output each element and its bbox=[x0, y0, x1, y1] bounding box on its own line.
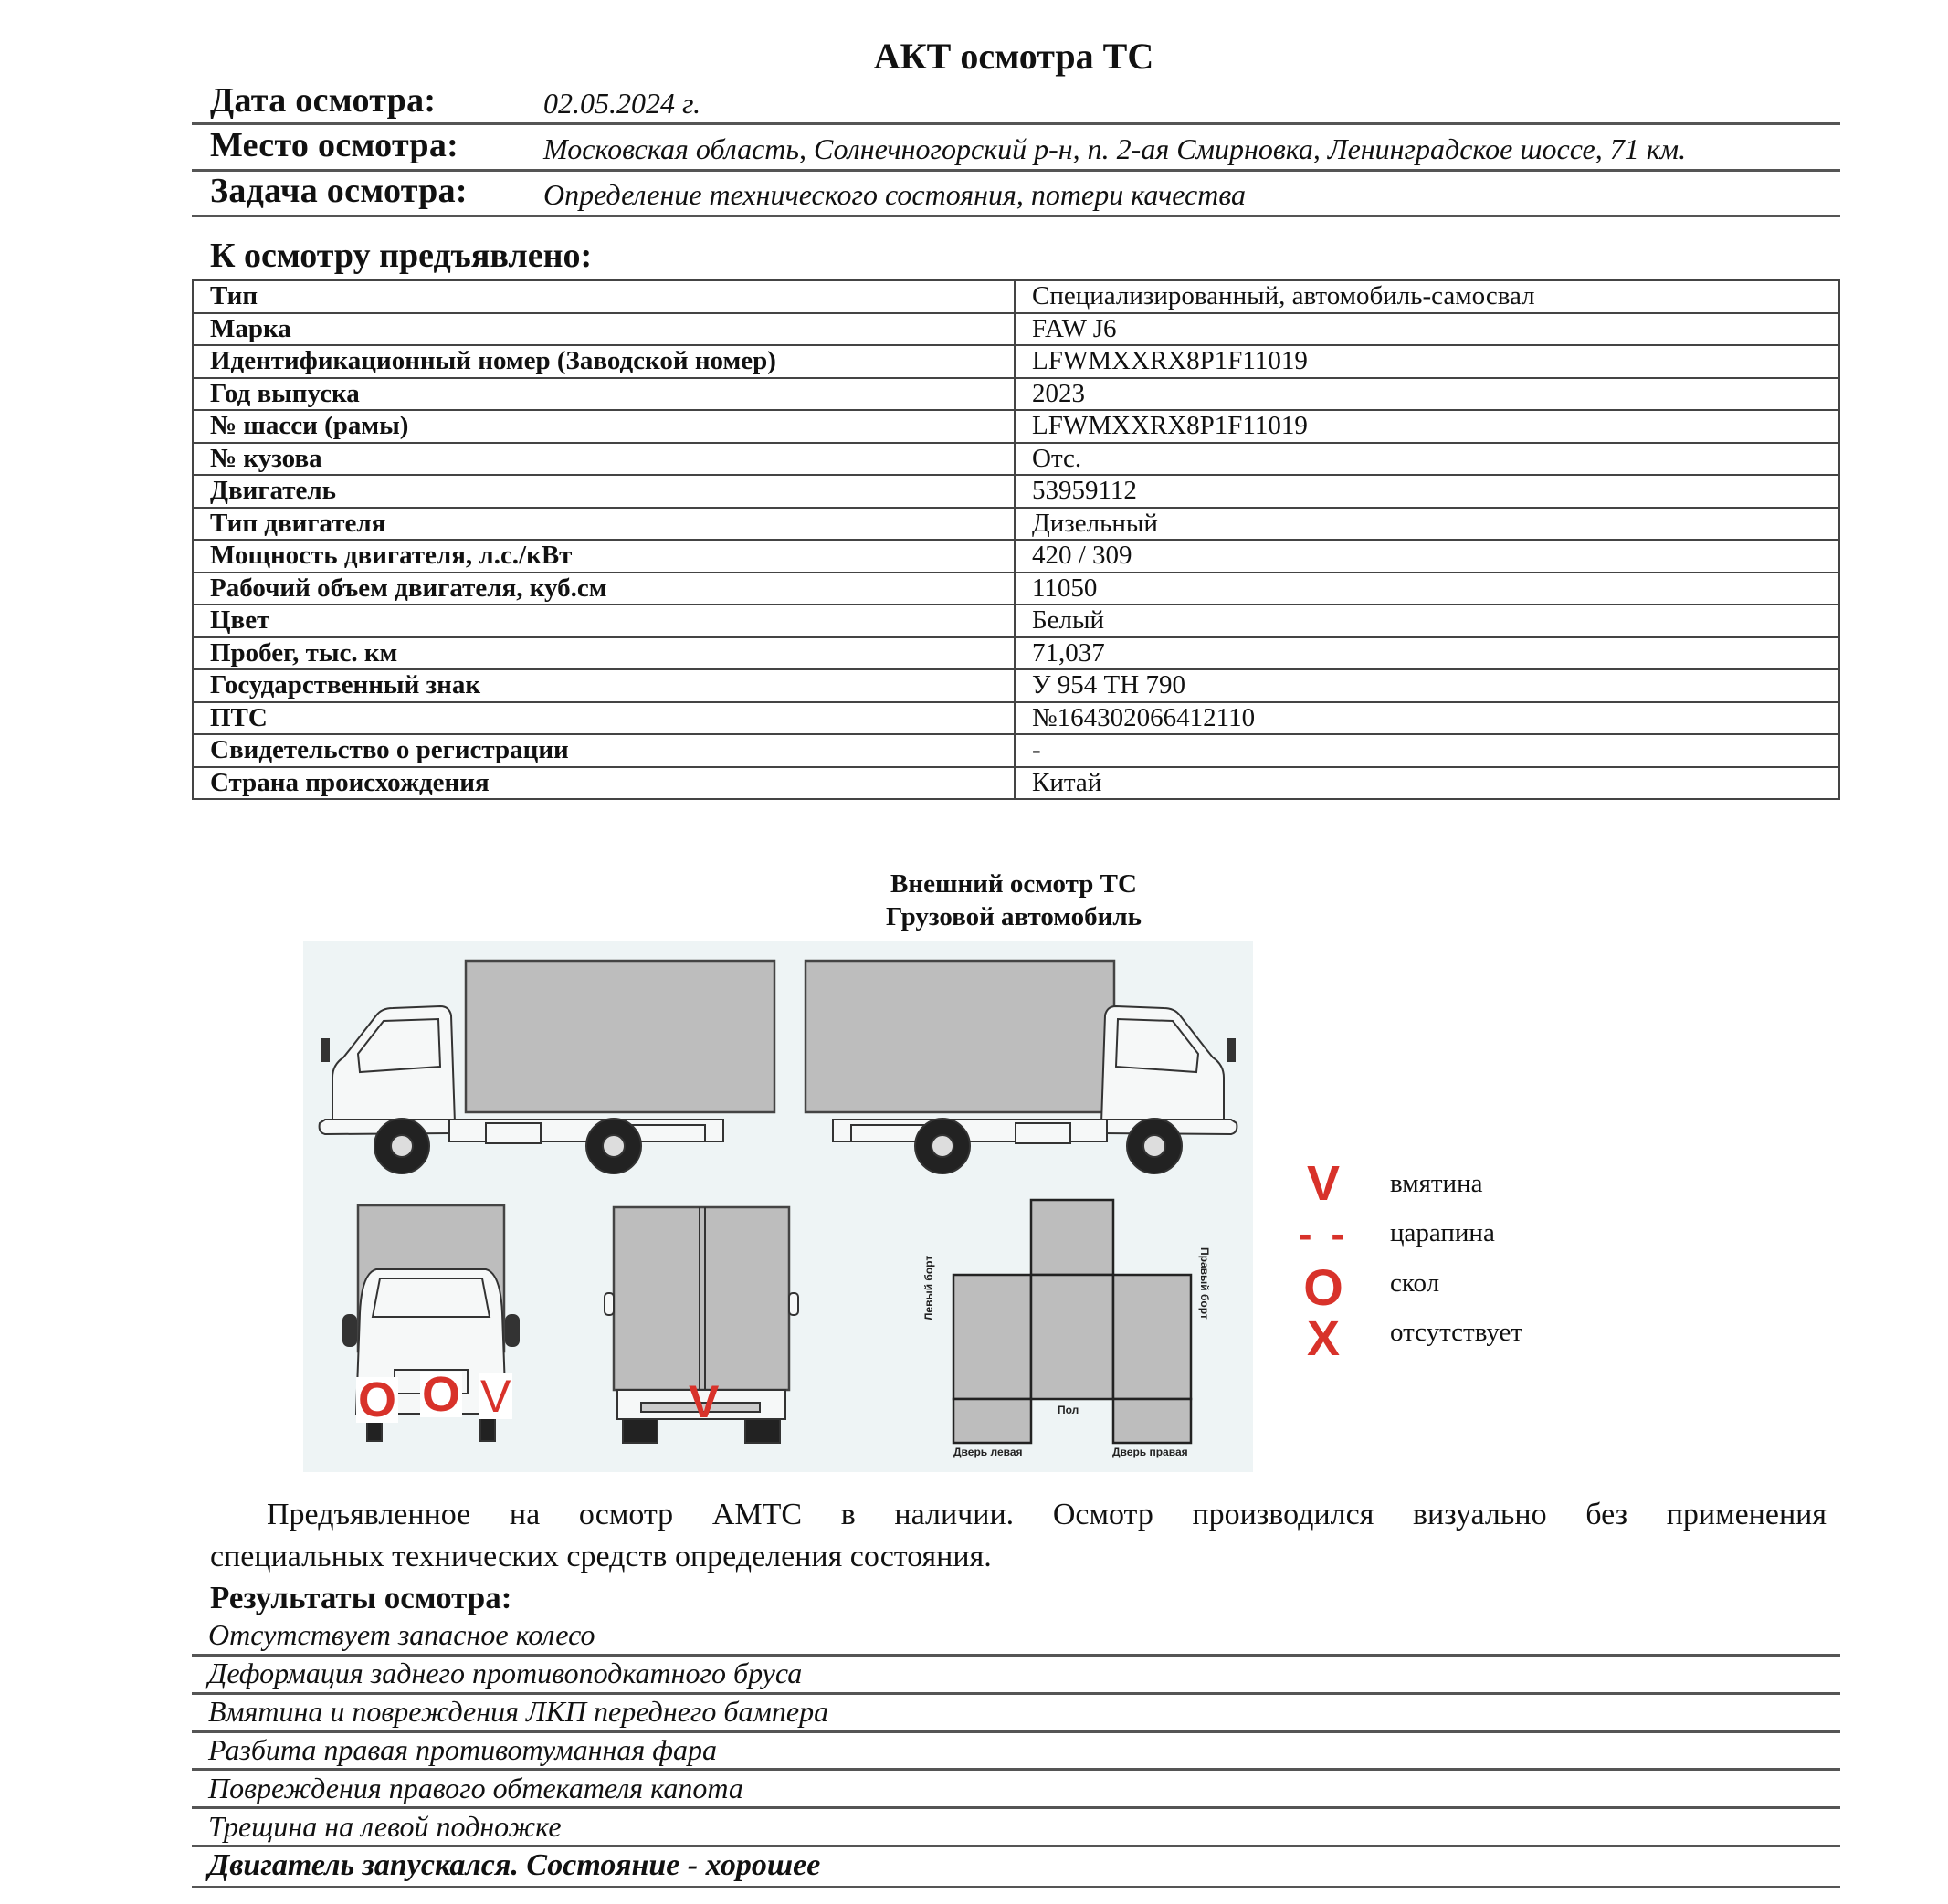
right-side-label: Правый борт bbox=[1198, 1247, 1211, 1320]
inspection-date-value: 02.05.2024 г. bbox=[543, 87, 701, 120]
door-left-label: Дверь левая bbox=[953, 1446, 1023, 1458]
spec-value: LFWMXXRX8P1F11019 bbox=[1015, 345, 1839, 378]
inspection-date-label: Дата осмотра: bbox=[210, 81, 437, 120]
spec-key: Пробег, тыс. км bbox=[193, 637, 1015, 670]
spec-key: Год выпуска bbox=[193, 378, 1015, 411]
result-divider bbox=[192, 1886, 1840, 1888]
spec-row bbox=[193, 378, 1839, 411]
dent-mark-front: V bbox=[480, 1371, 511, 1422]
dent-mark-rear: V bbox=[689, 1376, 720, 1427]
left-side-label: Левый борт bbox=[922, 1255, 935, 1320]
spec-row bbox=[193, 573, 1839, 605]
inspection-note-line-1: Предъявленное на осмотр АМТС в наличии. Осмотр производился визуально без применения bbox=[267, 1498, 1827, 1531]
spec-key: Цвет bbox=[193, 605, 1015, 637]
spec-row bbox=[193, 540, 1839, 573]
chip-icon: O bbox=[1303, 1258, 1343, 1316]
spec-row bbox=[193, 637, 1839, 670]
spec-value: - bbox=[1015, 734, 1839, 767]
spec-row bbox=[193, 313, 1839, 346]
spec-row bbox=[193, 443, 1839, 476]
legend-chip-label: скол bbox=[1390, 1268, 1440, 1298]
result-item: Деформация заднего противоподкатного бруса bbox=[208, 1657, 803, 1689]
spec-row bbox=[193, 767, 1839, 800]
spec-value: 11050 bbox=[1015, 573, 1839, 605]
spec-key: Марка bbox=[193, 313, 1015, 346]
legend-scratch-label: царапина bbox=[1390, 1218, 1495, 1247]
spec-value: Китай bbox=[1015, 767, 1839, 800]
spec-value: У 954 ТН 790 bbox=[1015, 669, 1839, 702]
spec-value: FAW J6 bbox=[1015, 313, 1839, 346]
results-title: Результаты осмотра: bbox=[210, 1580, 512, 1615]
spec-key: Тип двигателя bbox=[193, 508, 1015, 541]
spec-key: Свидетельство о регистрации bbox=[193, 734, 1015, 767]
result-divider bbox=[192, 1845, 1840, 1847]
spec-key: Мощность двигателя, л.с./кВт bbox=[193, 540, 1015, 573]
chip-mark-front: O bbox=[358, 1373, 397, 1427]
inspection-place-label: Место осмотра: bbox=[210, 126, 459, 164]
inspection-task-value: Определение технического состояния, потери качества bbox=[543, 178, 1246, 211]
spec-row bbox=[193, 475, 1839, 508]
spec-value: №164302066412110 bbox=[1015, 702, 1839, 735]
spec-row bbox=[193, 734, 1839, 767]
vehicle-spec-table bbox=[192, 279, 1840, 800]
spec-row bbox=[193, 669, 1839, 702]
legend-missing-label: отсутствует bbox=[1390, 1318, 1523, 1347]
spec-key: № кузова bbox=[193, 443, 1015, 476]
spec-key: Тип bbox=[193, 280, 1015, 313]
diagram-caption-title: Внешний осмотр ТС bbox=[890, 869, 1137, 899]
inspection-place-value: Московская область, Солнечногорский р-н, п. 2-ая Смирновка, Ленинградское шоссе, 71 км. bbox=[543, 132, 1687, 165]
diagram-caption-subtitle: Грузовой автомобиль bbox=[886, 902, 1142, 931]
result-item: Вмятина и повреждения ЛКП переднего бампера bbox=[208, 1695, 829, 1728]
result-divider bbox=[192, 1768, 1840, 1771]
spec-key: ПТС bbox=[193, 702, 1015, 735]
inspection-note-paragraph bbox=[210, 1494, 1827, 1578]
spec-value: 2023 bbox=[1015, 378, 1839, 411]
result-item: Повреждения правого обтекателя капота bbox=[208, 1772, 743, 1804]
spec-key: Идентификационный номер (Заводской номер) bbox=[193, 345, 1015, 378]
spec-row bbox=[193, 345, 1839, 378]
spec-value: Отс. bbox=[1015, 443, 1839, 476]
spec-row bbox=[193, 508, 1839, 541]
header-divider bbox=[192, 215, 1840, 217]
presented-section-title: К осмотру предъявлено: bbox=[210, 237, 593, 275]
spec-key: Страна происхождения bbox=[193, 767, 1015, 800]
spec-value: Дизельный bbox=[1015, 508, 1839, 541]
truck-side-view-left bbox=[320, 961, 774, 1173]
spec-key: Рабочий объем двигателя, куб.см bbox=[193, 573, 1015, 605]
document-title: АКТ осмотра ТС bbox=[873, 36, 1154, 77]
spec-value: Белый bbox=[1015, 605, 1839, 637]
truck-side-view-right bbox=[806, 961, 1237, 1173]
inspection-task-label: Задача осмотра: bbox=[210, 172, 468, 210]
result-item: Разбита правая противотуманная фара bbox=[208, 1733, 718, 1766]
legend-dent-label: вмятина bbox=[1390, 1169, 1483, 1198]
truck-inspection-diagram bbox=[303, 941, 1253, 1472]
spec-row bbox=[193, 280, 1839, 313]
conclusion-text: Двигатель запускался. Состояние - хорошее bbox=[208, 1848, 821, 1882]
spec-value: 53959112 bbox=[1015, 475, 1839, 508]
spec-key: № шасси (рамы) bbox=[193, 410, 1015, 443]
result-item: Отсутствует запасное колесо bbox=[208, 1618, 595, 1651]
spec-row bbox=[193, 605, 1839, 637]
spec-value: Специализированный, автомобиль-самосвал bbox=[1015, 280, 1839, 313]
inspection-note-line-2: специальных технических средств определения состояния. bbox=[210, 1540, 992, 1573]
door-right-label: Дверь правая bbox=[1112, 1446, 1188, 1458]
result-divider bbox=[192, 1806, 1840, 1809]
spec-value: 71,037 bbox=[1015, 637, 1839, 670]
spec-value: LFWMXXRX8P1F11019 bbox=[1015, 410, 1839, 443]
dent-icon: V bbox=[1306, 1156, 1341, 1211]
chip-mark-front: O bbox=[422, 1367, 461, 1422]
spec-row bbox=[193, 702, 1839, 735]
spec-key: Государственный знак bbox=[193, 669, 1015, 702]
spec-value: 420 / 309 bbox=[1015, 540, 1839, 573]
result-item: Трещина на левой подножке bbox=[208, 1810, 562, 1843]
scratch-icon: - - bbox=[1298, 1210, 1349, 1257]
spec-key: Двигатель bbox=[193, 475, 1015, 508]
spec-row bbox=[193, 410, 1839, 443]
missing-icon: X bbox=[1306, 1311, 1341, 1366]
floor-label: Пол bbox=[1058, 1404, 1079, 1416]
